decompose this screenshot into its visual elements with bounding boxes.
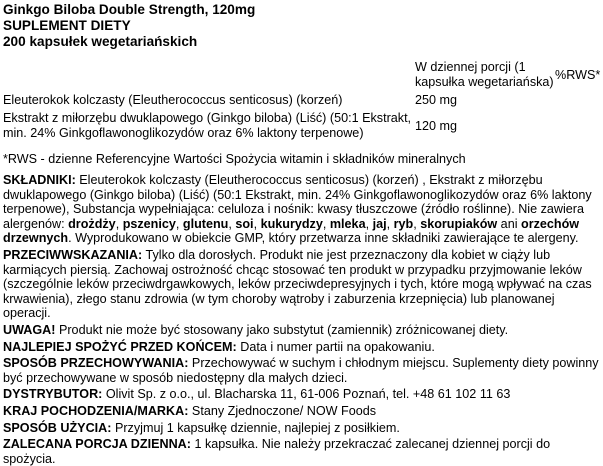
text-segment: soi (235, 216, 254, 231)
nutrition-table (3, 60, 600, 141)
text-segment: SPOSÓB UŻYCIA: (3, 420, 112, 435)
text-segment: , (228, 216, 236, 231)
section-storage (3, 356, 600, 385)
column-header-serving: W dziennej porcji (1 kapsułka wegetariańska) (415, 60, 554, 89)
text-segment: Przechowywać w suchym i chłodnym miejscu. Suplementy diety powinny być przechowywane w sposób niedostępny dla małych dzieci. (3, 356, 599, 385)
section-recommended-daily-portion (3, 437, 600, 466)
ingredient-name: Ekstrakt z miłorzębu dwuklapowego (Ginkgo biloba) (Liść) (50:1 Ekstrakt, min. 24% Ginkgoflawonoglikozydów oraz 6% laktony terpenowe) (3, 111, 412, 140)
section-contraindications (3, 248, 600, 321)
text-segment: orzechów drzewnych (3, 216, 580, 246)
text-segment: Produkt nie może być stosowany jako substytut (zamiennik) zróżnicowanej diety. (55, 322, 509, 337)
section-best-before (3, 340, 600, 355)
text-segment: pszenicy (122, 216, 176, 231)
product-quantity: 200 kapsułek wegetariańskich (3, 34, 198, 49)
text-segment: , (365, 216, 373, 231)
text-segment: Olivit Sp. z o.o., ul. Blacharska 11, 61-006 Poznań, tel. +48 61 102 11 63 (102, 387, 511, 402)
ingredient-name: Eleuterokok kolczasty (Eleutherococcus senticosus) (korzeń) (3, 93, 343, 107)
text-segment: Stany Zjednoczone/ NOW Foods (188, 403, 377, 418)
section-distributor (3, 387, 600, 402)
text-segment: , (386, 216, 394, 231)
text-segment: , (413, 216, 421, 231)
section-warning (3, 323, 600, 338)
product-category: SUPLEMENT DIETY (3, 18, 131, 33)
text-segment: , (175, 216, 183, 231)
text-segment: Przyjmuj 1 kapsułkę dziennie, najlepiej z posiłkiem. (111, 420, 400, 435)
text-segment: jaj (372, 216, 387, 231)
text-segment: ZALECANA PORCJA DZIENNA: (3, 437, 191, 452)
text-segment: SKŁADNIKI: (3, 173, 76, 187)
text-segment: ani (497, 216, 521, 231)
text-segment: , (253, 216, 261, 231)
text-segment: mleka (329, 216, 366, 231)
ingredient-amount: 250 mg (415, 93, 458, 107)
text-segment: Data i numer partii na opakowaniu. (236, 339, 435, 354)
table-header-row (3, 60, 600, 90)
column-header-rws: %RWS* (555, 67, 601, 82)
text-segment: KRAJ POCHODZENIA/MARKA: (3, 403, 189, 418)
text-segment: , (115, 216, 123, 231)
text-segment: drożdży (68, 216, 116, 231)
product-name: Ginkgo Biloba Double Strength, 120mg (3, 2, 256, 17)
text-segment: DYSTRYBUTOR: (3, 387, 103, 402)
label-header (3, 2, 600, 50)
text-segment: PRZECIWWSKAZANIA: (3, 247, 143, 262)
section-directions (3, 421, 600, 436)
label-sections (3, 173, 600, 466)
text-segment: 1 kapsułka. Nie należy przekraczać zalecanej dziennej porcji do spożycia. (3, 437, 551, 466)
text-segment: , (322, 216, 330, 231)
table-row (3, 111, 600, 141)
text-segment: Eleuterokok kolczasty (Eleutherococcus senticosus) (korzeń) , Ekstrakt z miłorzębu dwuklapowego (Ginkgo biloba) (Liść) (50:1 Ekstrakt, min. 24% Ginkgoflawonoglikozydów oraz 6% laktony terpenowe), Substancja wypełniająca: celuloza i nośnik: kwasy tłuszczowe (źródło roślinne). Nie zawiera alergenów: (3, 173, 592, 231)
text-segment: . Wyprodukowano w obiekcie GMP, który przetwarza inne składniki zawierające te alergeny. (68, 231, 579, 246)
rws-footnote: *RWS - dzienne Referencyjne Wartości Spożycia witamin i składników mineralnych (3, 152, 466, 166)
text-segment: glutenu (182, 216, 229, 231)
section-country-of-origin (3, 404, 600, 419)
text-segment: ryb (393, 216, 414, 231)
text-segment: UWAGA! (3, 322, 56, 337)
text-segment: NAJLEPIEJ SPOŻYĆ PRZED KOŃCEM: (3, 339, 237, 354)
text-segment: SPOSÓB PRZECHOWYWANIA: (3, 356, 189, 371)
table-row (3, 93, 600, 108)
text-segment: kukurydzy (260, 216, 323, 231)
ingredient-amount: 120 mg (415, 118, 458, 133)
section-ingredients (3, 173, 600, 246)
text-segment: Tylko dla dorosłych. Produkt nie jest przeznaczony dla kobiet w ciąży lub karmiących piersią. Zachowaj ostrożność chcąc stosować ten produkt w przypadku przyjmowanie leków (szczególnie leków przeciwdrgawkowych, leków przeciwdepresyjnych i tych, które mogą wpływać na czas krwawienia), złego stanu zdrowia (w tym choroby wątroby i zaburzenia krzepnięcia) lub planowanej operacji. (3, 247, 592, 321)
text-segment: skorupiaków (420, 216, 498, 231)
